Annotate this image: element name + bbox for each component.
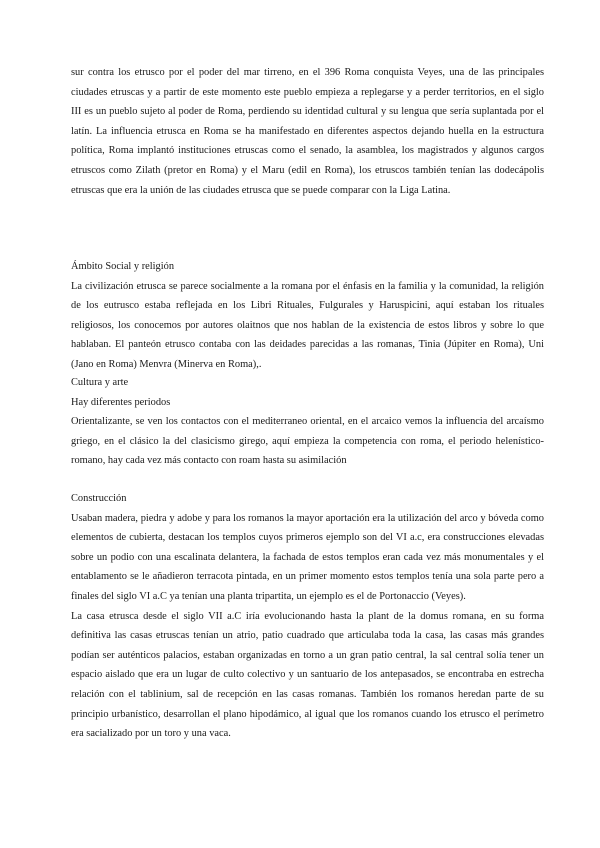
construction-section [71, 489, 544, 744]
construction-house-paragraph: La casa etrusca desde el siglo VII a.C iría evolucionando hasta la plant de la domus romana, en su forma definitiva las casas etruscas tenían un atrio, patio cuadrado que articulaba toda la casa, las casas más grandes podían ser auténticos palacios, estaban organizadas en torno a un gran patio central, la sal central solía tener un espacio aislado que era un lugar de culto colectivo y un santuario de los antepasados, se encontraba en estrecha relación con el tablinium, sal de recepción en las casas romanas. También los romanos heredan parte de su principio urbanístico, desarrollan el plano hipodámico, al igual que los romanos cuando los etrusco el perímetro era sacializado por un toro y una vaca. [71, 610, 544, 740]
construction-temples-paragraph: Usaban madera, piedra y adobe y para los romanos la mayor aportación era la utilización del arco y bóveda como elementos de cubierta, destacan los templos cuyos primeros ejemplo son del VI a.c, era construcciones elevadas sobre un podio con una escalinata delantera, la fachada de estos templos eran cada vez más monumentales y el entablamento se le añadieron terracota pintada, en un primer momento estos templos tenía una sola parte pero a finales del siglo VI a.C ya tenían una planta tripartita, un ejemplo es el de Portonaccio (Veyes). [71, 512, 544, 602]
culture-periods-subheading: Hay diferentes periodos [71, 396, 171, 408]
intro-section [71, 63, 544, 200]
culture-art-section [71, 373, 544, 471]
construction-heading: Construcción [71, 493, 127, 504]
intro-paragraph: sur contra los etrusco por el poder del mar tirreno, en el 396 Roma conquista Veyes, una de las principales ciudades etruscas y a partir de este momento este pueblo empieza a replegarse y a perder territorios, en el siglo III es un pueblo sujeto al poder de Roma, perdiendo su identidad cultural y su lengua que sería suplantada por el latín. La influencia etrusca en Roma se ha manifestado en diferentes aspectos dejando huella en la estructura política, Roma implantó instituciones etruscas como el senado, la asamblea, los magistrados y algunos cargos etruscos como Zilath (pretor en Roma) y el Maru (edil en Roma), los etruscos también tenían las dodecápolis etruscas que era la unión de las ciudades etrusca que se puede comparar con la Liga Latina. [71, 67, 544, 196]
social-religion-section [71, 257, 544, 375]
social-religion-paragraph: La civilización etrusca se parece socialmente a la romana por el énfasis en la familia y la comunidad, la religión de los eutrusco estaba reflejada en los Libri Rituales, Fulgurales y Haruspicini, aquí estaban los rituales religiosos, los conocemos por autores olaitnos que nos hablan de la existencia de estos libros y sobre lo que hablaban. El panteón etrusco contaba con las deidades parecidas a las romanas, Tinia (Júpiter en Roma), Uni (Jano en Roma) Menvra (Minerva en Roma),. [71, 280, 544, 370]
culture-art-heading: Cultura y arte [71, 377, 129, 388]
culture-art-paragraph: Orientalizante, se ven los contactos con el mediterraneo oriental, en el arcaico vemos la influencia del arcaísmo griego, en el clásico la del clasicismo girego, aquí empieza la competencia con roma, el periodo helenístico-romano, hay cada vez más contacto con roam hasta su asimilación [71, 416, 544, 467]
social-religion-heading: Ámbito Social y religión [71, 261, 175, 272]
